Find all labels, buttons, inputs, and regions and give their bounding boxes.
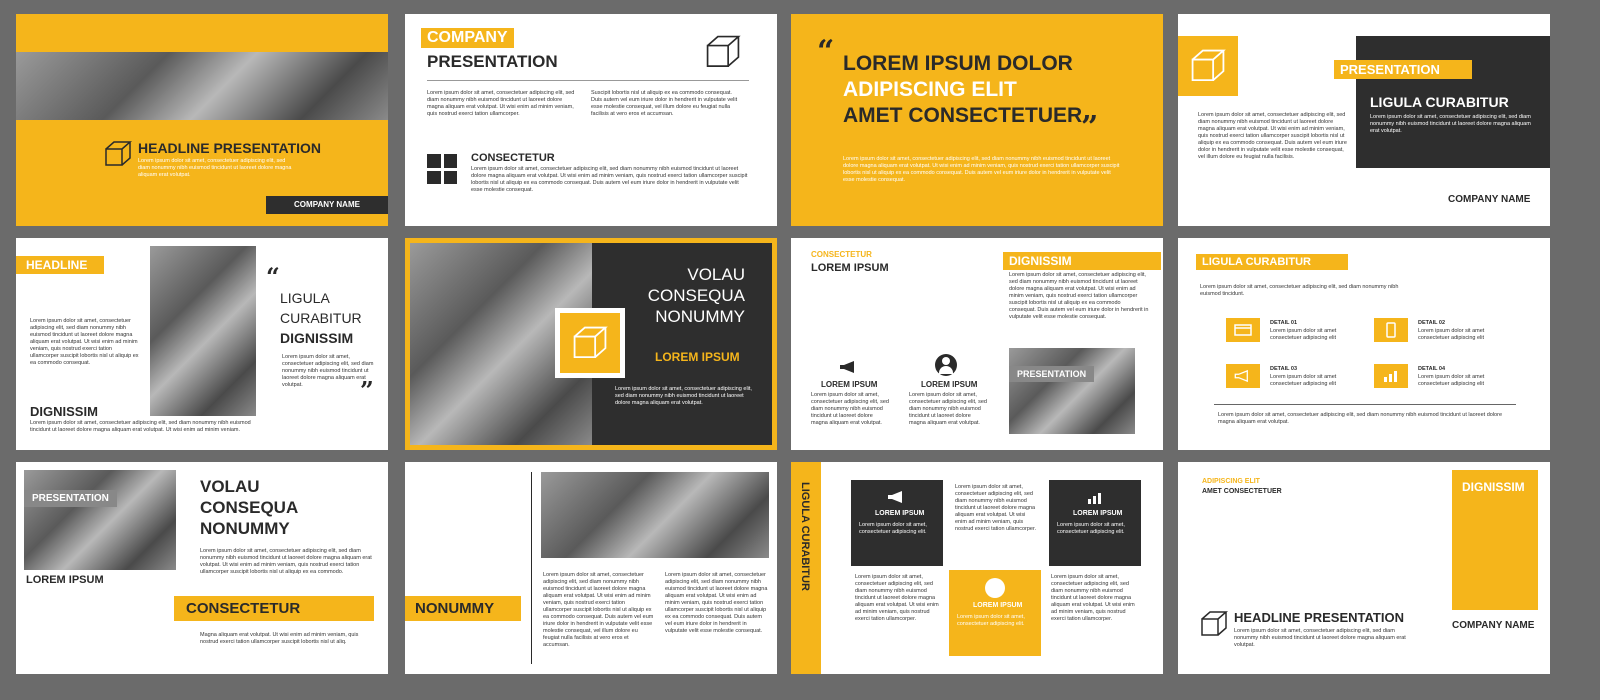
slide-10-tag: NONUMMY: [405, 596, 521, 621]
slide-3-line-2: ADIPISCING ELIT: [843, 78, 1017, 101]
slide-5-title: [280, 288, 362, 348]
cube-icon: [1200, 610, 1228, 638]
divider: [1214, 404, 1516, 405]
slide-11[interactable]: [791, 462, 1163, 674]
slide-8-intro: Lorem ipsum dolor sit amet, consectetuer adipiscing elit, sed diam nonummy nibh euismod tincidunt.: [1200, 284, 1399, 297]
slide-2-heading: CONSECTETUR: [471, 152, 555, 164]
slide-5-foot-text: Lorem ipsum dolor sit amet, consectetuer adipiscing elit, sed diam nonummy nibh euismod tincidunt ut laoreet dolore magna aliquam erat volutpat. Ut wisi enim ad minim veniam.: [30, 420, 251, 433]
slide-11-text-1: Lorem ipsum dolor sit amet, consectetuer adipiscing elit, sed diam nonummy nibh euismod tincidunt ut laoreet dolore magna aliquam erat volutpat. Ut wisi enim ad minim veniam, quis nostrud exerci tation ullamcorper.: [955, 484, 1037, 532]
slide-11-text-2: Lorem ipsum dolor sit amet, consectetuer adipiscing elit, sed diam nonummy nibh euismod tincidunt ut laoreet dolore magna aliquam erat volutpat. Ut wisi enim ad minim veniam, quis nostrud exerci tation ullamcorper.: [855, 574, 939, 622]
slide-6[interactable]: [405, 238, 777, 450]
slide-7-tag: DIGNISSIM: [1003, 252, 1161, 270]
slide-5-photo: [150, 246, 256, 416]
slide-3-line-1: LOREM IPSUM DOLOR: [843, 52, 1073, 75]
slide-5[interactable]: [16, 238, 388, 450]
slide-12-tag: DIGNISSIM: [1462, 480, 1525, 494]
slide-11-box-3-title: LOREM IPSUM: [973, 602, 1023, 609]
quote-close-mark: ”: [360, 376, 374, 405]
slide-8-item-3-title: DETAIL 03: [1270, 366, 1297, 372]
cube-box: [560, 313, 620, 373]
slide-11-vertical-title: LIGULA CURABITUR: [799, 482, 811, 591]
slide-11-box-1-title: LOREM IPSUM: [875, 510, 925, 517]
slide-9-line-2: CONSEQUA: [200, 498, 299, 517]
slide-3-text: Lorem ipsum dolor sit amet, consectetuer adipiscing elit, sed diam nonummy nibh euismod tincidunt ut laoreet dolore magna aliquam erat volutpat. Ut wisi enim ad minim veniam, quis nostrud exerci tation ullamcorper suscipit lobortis nisl ut aliquip ex ea commodo consequat. Duis autem vel eum iriure dolor in hendrerit in vulputate velit esse molestie consequat.: [843, 156, 1120, 183]
slide-8-item-2-desc: Lorem ipsum dolor sit amet consectetuer adipiscing elit: [1418, 328, 1485, 341]
slide-2-text-1: Lorem ipsum dolor sit amet, consectetuer adipiscing elit, sed diam nonummy nibh euismod tincidunt ut laoreet dolore magna aliquam erat volutpat. Ut wisi enim ad minim veniam, quis nostrud exerci tation ullamcorper.: [427, 90, 575, 117]
slide-11-box-3: [949, 570, 1041, 656]
slide-12-small: ADIPISCING ELIT: [1202, 478, 1260, 485]
slide-9-title: [200, 476, 298, 539]
slide-9-caption: LOREM IPSUM: [26, 574, 104, 586]
slide-4-dark-text: Lorem ipsum dolor sit amet, consectetuer adipiscing elit, sed diam nonummy nibh euismod tincidunt ut laoreet dolore magna aliquam erat volutpat.: [1370, 114, 1531, 134]
slide-12[interactable]: [1178, 462, 1550, 674]
slide-8-item-2-title: DETAIL 02: [1418, 320, 1445, 326]
slide-5-title-2: CURABITUR: [280, 310, 362, 326]
person-icon: [985, 578, 1005, 598]
slide-11-box-2-title: LOREM IPSUM: [1073, 510, 1123, 517]
slide-11-box-2: [1049, 480, 1141, 566]
slide-1-text: Lorem ipsum dolor sit amet, consectetuer adipiscing elit, sed diam nonummy nibh euismod tincidunt ut laoreet dolore magna aliquam erat volutpat.: [138, 158, 292, 178]
slide-2[interactable]: [405, 14, 777, 226]
slide-6-line-1: VOLAU: [687, 265, 745, 284]
slide-6-line-3: NONUMMY: [655, 307, 745, 326]
slide-11-box-2-text: Lorem ipsum dolor sit amet, consectetuer adipiscing elit.: [1057, 522, 1125, 535]
slide-1-photo: [16, 52, 388, 120]
slide-9[interactable]: [16, 462, 388, 674]
slide-8-item-1-title: DETAIL 01: [1270, 320, 1297, 326]
slide-7-text: Lorem ipsum dolor sit amet, consectetuer adipiscing elit, sed diam nonummy nibh euismod tincidunt ut laoreet dolore magna aliquam erat volutpat. Ut wisi enim ad minim veniam, quis nostrud exerci tation ullamcorper suscipit lobortis nisl ut aliquip ex ea commodo consequat. Duis autem vel eum iriure dolor in hendrerit in vulputate velit esse molestie consequat.: [1009, 272, 1149, 320]
grid-icon: [427, 154, 457, 184]
slide-12-headline: HEADLINE PRESENTATION: [1234, 610, 1404, 625]
slide-8-item-3-desc: Lorem ipsum dolor sit amet consectetuer adipiscing elit: [1270, 374, 1337, 387]
quote-open-mark: “: [266, 262, 280, 291]
slide-4[interactable]: [1178, 14, 1550, 226]
person-head: [942, 357, 950, 365]
cube-frame: [555, 308, 625, 378]
slide-7[interactable]: [791, 238, 1163, 450]
slide-1-headline: HEADLINE PRESENTATION: [138, 140, 322, 156]
chart-icon: [1374, 364, 1408, 388]
slide-5-text: Lorem ipsum dolor sit amet, consectetuer adipiscing elit, sed diam nonummy nibh euismod tincidunt ut laoreet dolore magna aliquam erat volutpat. Ut wisi enim ad minim veniam, quis nostrud exerci tation ullamcorper suscipit lobortis nisl ut aliquip ex ea commodo consequat.: [30, 318, 139, 366]
cube-icon: [1190, 48, 1226, 84]
slide-7-label-1: LOREM IPSUM: [821, 380, 878, 389]
megaphone-icon: [887, 490, 907, 504]
slide-11-box-3-text: Lorem ipsum dolor sit amet, consectetuer adipiscing elit.: [957, 614, 1025, 627]
megaphone-icon: [1226, 364, 1260, 388]
slide-2-text-2: Suscipit lobortis nisl ut aliquip ex ea commodo consequat. Duis autem vel eum iriure dolor in hendrerit in vulputate velit esse molestie consequat, vel illum dolore eu feugiat nulla facilisis at vero eros et accumsan.: [591, 90, 738, 117]
slide-9-text-2: Magna aliquam erat volutpat. Ut wisi enim ad minim veniam, quis nostrud exerci tation ullamcorper suscipit lobortis nisl ut aliq.: [200, 632, 359, 645]
slide-4-title: LIGULA CURABITUR: [1370, 94, 1509, 110]
slide-10[interactable]: [405, 462, 777, 674]
cube-icon: [705, 34, 741, 70]
slide-9-line-3: NONUMMY: [200, 519, 290, 538]
slide-10-text-2: Lorem ipsum dolor sit amet, consectetuer adipiscing elit, sed diam nonummy nibh euismod tincidunt ut laoreet dolore magna aliquam erat volutpat. Ut wisi enim ad minim veniam, quis nostrud exerci tation ullamcorper suscipit lobortis nisl ut aliquip ex ea commodo consequat. Duis autem vel eum iriure dolor in hendrerit in vulputate velit esse molestie consequat.: [665, 572, 768, 634]
slide-9-photo: [24, 470, 176, 570]
slide-5-side-text: Lorem ipsum dolor sit amet, consectetuer adipiscing elit, sed diam nonummy nibh euismod tincidunt ut laoreet dolore magna aliquam erat volutpat.: [282, 354, 374, 388]
cube-icon: [572, 325, 608, 361]
slide-7-text-1: Lorem ipsum dolor sit amet, consectetuer adipiscing elit, sed diam nonummy nibh euismod tincidunt ut laoreet dolore magna aliquam erat volutpat.: [811, 392, 889, 426]
quote-close-mark: ”: [1081, 110, 1099, 145]
slide-10-photo: [541, 472, 769, 558]
slide-11-box-1-text: Lorem ipsum dolor sit amet, consectetuer adipiscing elit.: [859, 522, 927, 535]
slide-5-title-3: DIGNISSIM: [280, 330, 354, 346]
slide-8[interactable]: [1178, 238, 1550, 450]
slide-4-company: COMPANY NAME: [1448, 194, 1531, 205]
divider: [427, 80, 749, 81]
megaphone-icon: [839, 360, 859, 374]
slide-10-text-1: Lorem ipsum dolor sit amet, consectetuer adipiscing elit, sed diam nonummy nibh euismod tincidunt ut laoreet dolore magna aliquam erat volutpat. Ut wisi enim ad minim veniam, quis nostrud exerci tation ullamcorper suscipit lobortis nisl ut aliquip ex ea commodo consequat. Duis autem vel eum iriure dolor in hendrerit in vulputate velit esse molestie consequat, vel illum dolore eu feugiat nulla facilisis at vero eros et accumsan.: [543, 572, 654, 648]
slide-5-tag: HEADLINE: [16, 256, 104, 274]
person-icon: [935, 354, 957, 376]
slide-9-line-1: VOLAU: [200, 477, 260, 496]
slide-9-photo-label: PRESENTATION: [24, 490, 117, 507]
slide-7-small: CONSECTETUR: [811, 250, 872, 259]
slide-4-text: Lorem ipsum dolor sit amet, consectetuer adipiscing elit, sed diam nonummy nibh euismod tincidunt ut laoreet dolore magna aliquam erat volutpat. Ut wisi enim ad minim veniam, quis nostrud exerci tation ullamcorper suscipit lobortis nisl ut aliquip ex ea commodo consequat. Duis autem vel eum iriure dolor in hendrerit in vulputate velit esse molestie consequat, vel illum dolore eu feugiat nulla facilisis.: [1198, 112, 1347, 160]
card-icon: [1226, 318, 1260, 342]
slide-8-item-4-title: DETAIL 04: [1418, 366, 1445, 372]
divider: [531, 472, 532, 664]
slide-7-photo: [1009, 348, 1135, 434]
slide-5-subtitle: DIGNISSIM: [30, 404, 98, 419]
slide-2-title2: PRESENTATION: [427, 52, 558, 71]
slide-11-box-1: [851, 480, 943, 566]
slide-8-item-4-desc: Lorem ipsum dolor sit amet consectetuer adipiscing elit: [1418, 374, 1485, 387]
person-body: [939, 366, 953, 374]
quote-open-mark: “: [817, 34, 835, 69]
slide-9-text: Lorem ipsum dolor sit amet, consectetuer adipiscing elit, sed diam nonummy nibh euismod tincidunt ut laoreet dolore magna aliquam erat volutpat. Ut wisi enim ad minim veniam, quis nostrud exerci tation ullamcorper suscipit lobortis nisl ut aliquip ex ea commodo.: [200, 548, 372, 575]
slide-4-tag: PRESENTATION: [1334, 60, 1472, 79]
cube-box: [1178, 36, 1238, 96]
slide-2-title1: COMPANY: [421, 28, 514, 48]
slide-2-text-3: Lorem ipsum dolor sit amet, consectetuer adipiscing elit, sed diam nonummy nibh euismod tincidunt ut laoreet dolore magna aliquam erat volutpat. Ut wisi enim ad minim veniam, quis nostrud exerci tation ullamcorper suscipit lobortis nisl ut aliquip ex ea commodo consequat. Duis autem vel eum iriure dolor in hendrerit in vulputate velit esse molestie consequat.: [471, 166, 748, 193]
slide-7-photo-label: PRESENTATION: [1009, 366, 1094, 382]
slide-1-company: COMPANY NAME: [266, 196, 388, 214]
slide-3[interactable]: [791, 14, 1163, 226]
slide-1[interactable]: [16, 14, 388, 226]
slide-12-text: Lorem ipsum dolor sit amet, consectetuer adipiscing elit, sed diam nonummy nibh euismod tincidunt ut laoreet dolore magna aliquam erat volutpat.: [1234, 628, 1406, 648]
slide-3-line-3: AMET CONSECTETUER: [843, 104, 1083, 127]
slide-7-label-2: LOREM IPSUM: [921, 380, 978, 389]
phone-icon: [1374, 318, 1408, 342]
slide-7-text-2: Lorem ipsum dolor sit amet, consectetuer adipiscing elit, sed diam nonummy nibh euismod tincidunt ut laoreet dolore magna aliquam erat volutpat.: [909, 392, 987, 426]
chart-icon: [1085, 490, 1105, 506]
slide-8-tag: LIGULA CURABITUR: [1196, 254, 1348, 270]
cube-icon: [104, 140, 132, 168]
slide-6-title: [635, 264, 745, 327]
slide-11-text-3: Lorem ipsum dolor sit amet, consectetuer adipiscing elit, sed diam nonummy nibh euismod tincidunt ut laoreet dolore magna aliquam erat volutpat. Ut wisi enim ad minim veniam, quis nostrud exerci tation ullamcorper.: [1051, 574, 1135, 622]
slide-12-company: COMPANY NAME: [1452, 620, 1535, 631]
slide-12-subtitle: AMET CONSECTETUER: [1202, 488, 1282, 495]
slide-8-item-1-desc: Lorem ipsum dolor sit amet consectetuer adipiscing elit: [1270, 328, 1337, 341]
slide-6-subtitle: LOREM IPSUM: [655, 350, 740, 364]
slide-6-line-2: CONSEQUA: [647, 286, 745, 305]
slide-5-title-1: LIGULA: [280, 290, 330, 306]
slide-9-tag: CONSECTETUR: [174, 596, 374, 621]
slide-7-title: LOREM IPSUM: [811, 262, 889, 274]
slide-6-text: Lorem ipsum dolor sit amet, consectetuer adipiscing elit, sed diam nonummy nibh euismod tincidunt ut laoreet dolore magna aliquam erat volutpat.: [615, 386, 752, 406]
slide-8-foot: Lorem ipsum dolor sit amet, consectetuer adipiscing elit, sed diam nonummy nibh euismod tincidunt ut laoreet dolore magna aliquam erat volutpat.: [1218, 412, 1503, 425]
